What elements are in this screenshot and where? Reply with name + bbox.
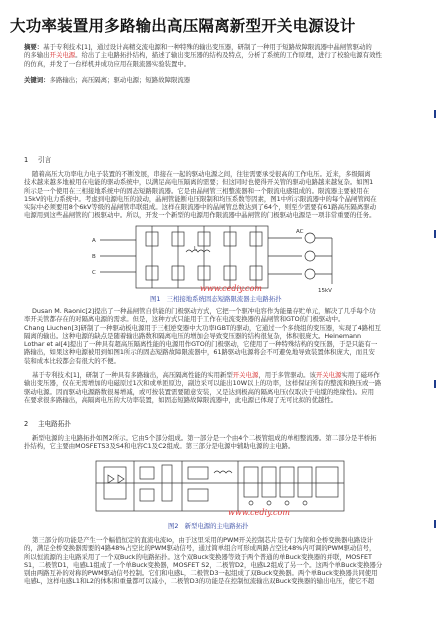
text-line: 技术越来越多地被用在电能的驱动系统中，以满足高电压隔离的需要；但这同时也使得开关管的驱动电路越来越复杂。如图1	[24, 178, 374, 187]
voltage-label: 15kV	[318, 288, 332, 294]
ac-label: AC	[296, 229, 304, 235]
text-line: 别由两路互补的对称的PWM驱动信号控制。它们和电感L，二极管D3一起组成了双Buck变换器。两个单Buck变换器共同使用	[24, 569, 378, 578]
abstract	[24, 43, 420, 68]
paragraph-proposal	[24, 371, 420, 404]
text-line: 15kV的电力系统中。考虑到电源电压的波动，晶闸管能断电压限制和均压系数等因素，图1中所示限流器中的每个晶闸管阀在	[24, 194, 377, 203]
watermark: www.cediy.com	[228, 508, 290, 517]
paragraph-topology	[24, 434, 420, 451]
text-line: 电感L，这样电感L1和L2的体积和重量都可以减小，二极管D3的功能是在控制恒流输出双Buck变换器的输出电压，使它不超	[24, 577, 375, 586]
section-number: 1	[24, 156, 29, 164]
text-line: 的，满足全桥变换器需要的4路48%占空比的PWM驱动信号，通过简单组合可形成两路占空比48%内可调的PWM驱动信号，	[24, 544, 376, 553]
text-line: Dusan M. Raonic[2]提出了一种晶闸管自供能的门极驱动方式，它把一个驱冲电容作为能量存贮单元，解决了几乎每个功	[32, 307, 376, 315]
text-line: 率开关管都存在的对隔离电源的需求。但是，这种方式只能用于工作在电流变换器的晶闸管和GTO的门极驱动中。	[24, 315, 345, 324]
text-line: Lothar et al[4]提出了一种具有超高压隔离性能的电源用作GTO的门极驱动，它使用了一种特殊结构的变压器，于是只能有一	[24, 340, 378, 349]
text-line: 新型电源的主电路拓扑如图2所示。它由5个部分组成。第一部分是一个由4个二极管组成的单相整流器。第二部分是半桥拓	[32, 434, 377, 442]
text-span: 实用了磁环作	[341, 371, 380, 379]
watermark: www.cediy.com	[200, 284, 262, 293]
caption-text: 新型电源的主电路拓扑	[184, 522, 249, 530]
section-title: 主电路拓扑	[38, 420, 71, 428]
keywords-text: 多路输出；高压隔离；驱动电源；短路故障限流器	[49, 76, 191, 84]
phase-label-b: B	[92, 254, 96, 260]
keywords-label: 关键词：	[24, 76, 50, 84]
margin-marker	[434, 520, 436, 528]
figure-2	[90, 453, 350, 517]
text-line: 所示是一个使用在三相接地系统中的固态短路限流器。它是由晶闸管三相整流器和一个限流电感组成的。限流器主要被用在	[24, 186, 370, 195]
text-line: 第三部分的功能是产生一个幅值恒定的直流电流Io，由于这里采用的PWM开关控制芯片是专门为简和全桥变换器电路设计	[32, 536, 374, 544]
section-number: 2	[24, 420, 29, 428]
text-line: 隔离的输出。这种电源的缺点是随着输出路数和隔离电压的增加会导致变压器的结构很复杂，体积很庞大。Heinemann	[24, 331, 362, 340]
text-line: 电源用到这些晶闸管的门极驱动中。所以，开发一个新型的电源用作限流器中晶闸管的门极驱动电源是一项非常重要的任务。	[24, 211, 376, 220]
caption-number: 图1	[150, 295, 161, 303]
text-line: S1，二极管D1，电感L1组成了一个单Buck变换器，MOSFET S2，二极管D2，电感L2组成了另一个。这两个单Buck变换器分	[24, 560, 383, 569]
phase-label-a: A	[92, 238, 96, 244]
section-heading-1	[24, 154, 51, 164]
text-span: ，用于多管驱动。该	[258, 371, 316, 379]
margin-marker	[434, 110, 436, 118]
abstract-text: 基于专利技术[1]，通过设计高精交流电源和一种特殊的输出变压器，研制了一种用于短路故障限流器中晶闸管驱动的	[43, 43, 372, 51]
section-title: 引言	[38, 156, 52, 164]
text-line: 路输出，如果这种电源被用到如图1所示的固态短路故障限流器中，61路驱动电源将会不可避免地导致装置体积庞大，而且安	[24, 348, 375, 357]
caption-text: 三相接地系统固态短路限流器主电路拓扑	[166, 295, 282, 303]
text-line: 随着高压大功率电力电子装置的不断发展，串接在一起的驱动电源之间，往往需要承受很高的工作电压。近来，多级隔离	[32, 170, 371, 178]
text-line: 扑结构，它主要由MOSFETS3及S4和电容C1及C2组成。第三部分是电源中辅助电源的主电路。	[24, 442, 295, 451]
phase-label-c: C	[92, 270, 96, 276]
abstract-highlight: 开关电源	[49, 51, 76, 60]
abstract-line: 的仿真，并发了一台样机并成功应用在限流器实验装置中。	[24, 59, 191, 68]
text-line: 所以恒流源的主电路采用了一个双Buck的电路拓扑。这个双Buck变换器等效于两个普通的单Buck变换器的并联，MOSFET	[24, 552, 372, 561]
text-span: 基于专利技术[1]，研制了一种具有多路输出，高压隔离性能的实用新型	[32, 371, 233, 379]
caption-number: 图2	[168, 522, 179, 530]
text-line: 在要求很多路输出，高隔离电压的大功率装置，如固态短路故障限流器中，此电源已体现了无可比拟的优越性。	[24, 395, 338, 404]
highlight-text: 开关电源	[315, 371, 342, 379]
inductor-label: L	[194, 246, 198, 252]
text-line: 实际中必须要用8个6kV等级的晶闸管串联组成。这样在限流器中的晶闸管总数达到了64个，则至少需要有61路高压隔离驱动	[24, 203, 376, 212]
paragraph-constant-current	[24, 536, 420, 586]
text-line: 驱动电源。因而驱动电源路数很易增减，或可按装置需要随意安装，又是达到极高的隔离电压(仅取决于电缆的绝缘性)。应用	[24, 387, 375, 396]
text-line: 输出变压器，仅在无需增加的电磁原过1次和或单匝原边，副边采可以能出10W以上的功率，这样保证所有的整流和换压或一路	[24, 379, 382, 388]
text-line: 装和成本比较都会有很大的不便。	[24, 356, 120, 365]
abstract-text: 。给出了主电路拓扑结构，描述了输出变压器的结构及特点，分析了系统的工作原理，进行了校验电源有效性	[75, 51, 382, 60]
paper-title: 大功率装置用多路输出高压隔离新型开关电源设计	[10, 17, 356, 35]
figure-2-circuit	[90, 453, 350, 517]
abstract-text: 的多输出	[24, 51, 50, 60]
abstract-label: 摘要：	[24, 43, 44, 51]
figure-1-caption	[150, 294, 282, 303]
highlight-text: 开关电源	[232, 371, 259, 379]
margin-marker	[434, 380, 436, 388]
margin-marker	[434, 230, 436, 238]
keywords	[24, 76, 420, 84]
abstract-line	[24, 51, 420, 59]
section-heading-2	[24, 418, 71, 428]
figure-2-caption	[168, 521, 248, 530]
paragraph-intro	[24, 170, 420, 220]
text-line: Chang Liuchen[3]研制了一种驱动板电源用于三相逆变器中大功率IGBT的驱动，它通过一个多绕组的变压器，实现了4路相互	[24, 323, 381, 332]
paragraph-related-work	[24, 307, 420, 365]
